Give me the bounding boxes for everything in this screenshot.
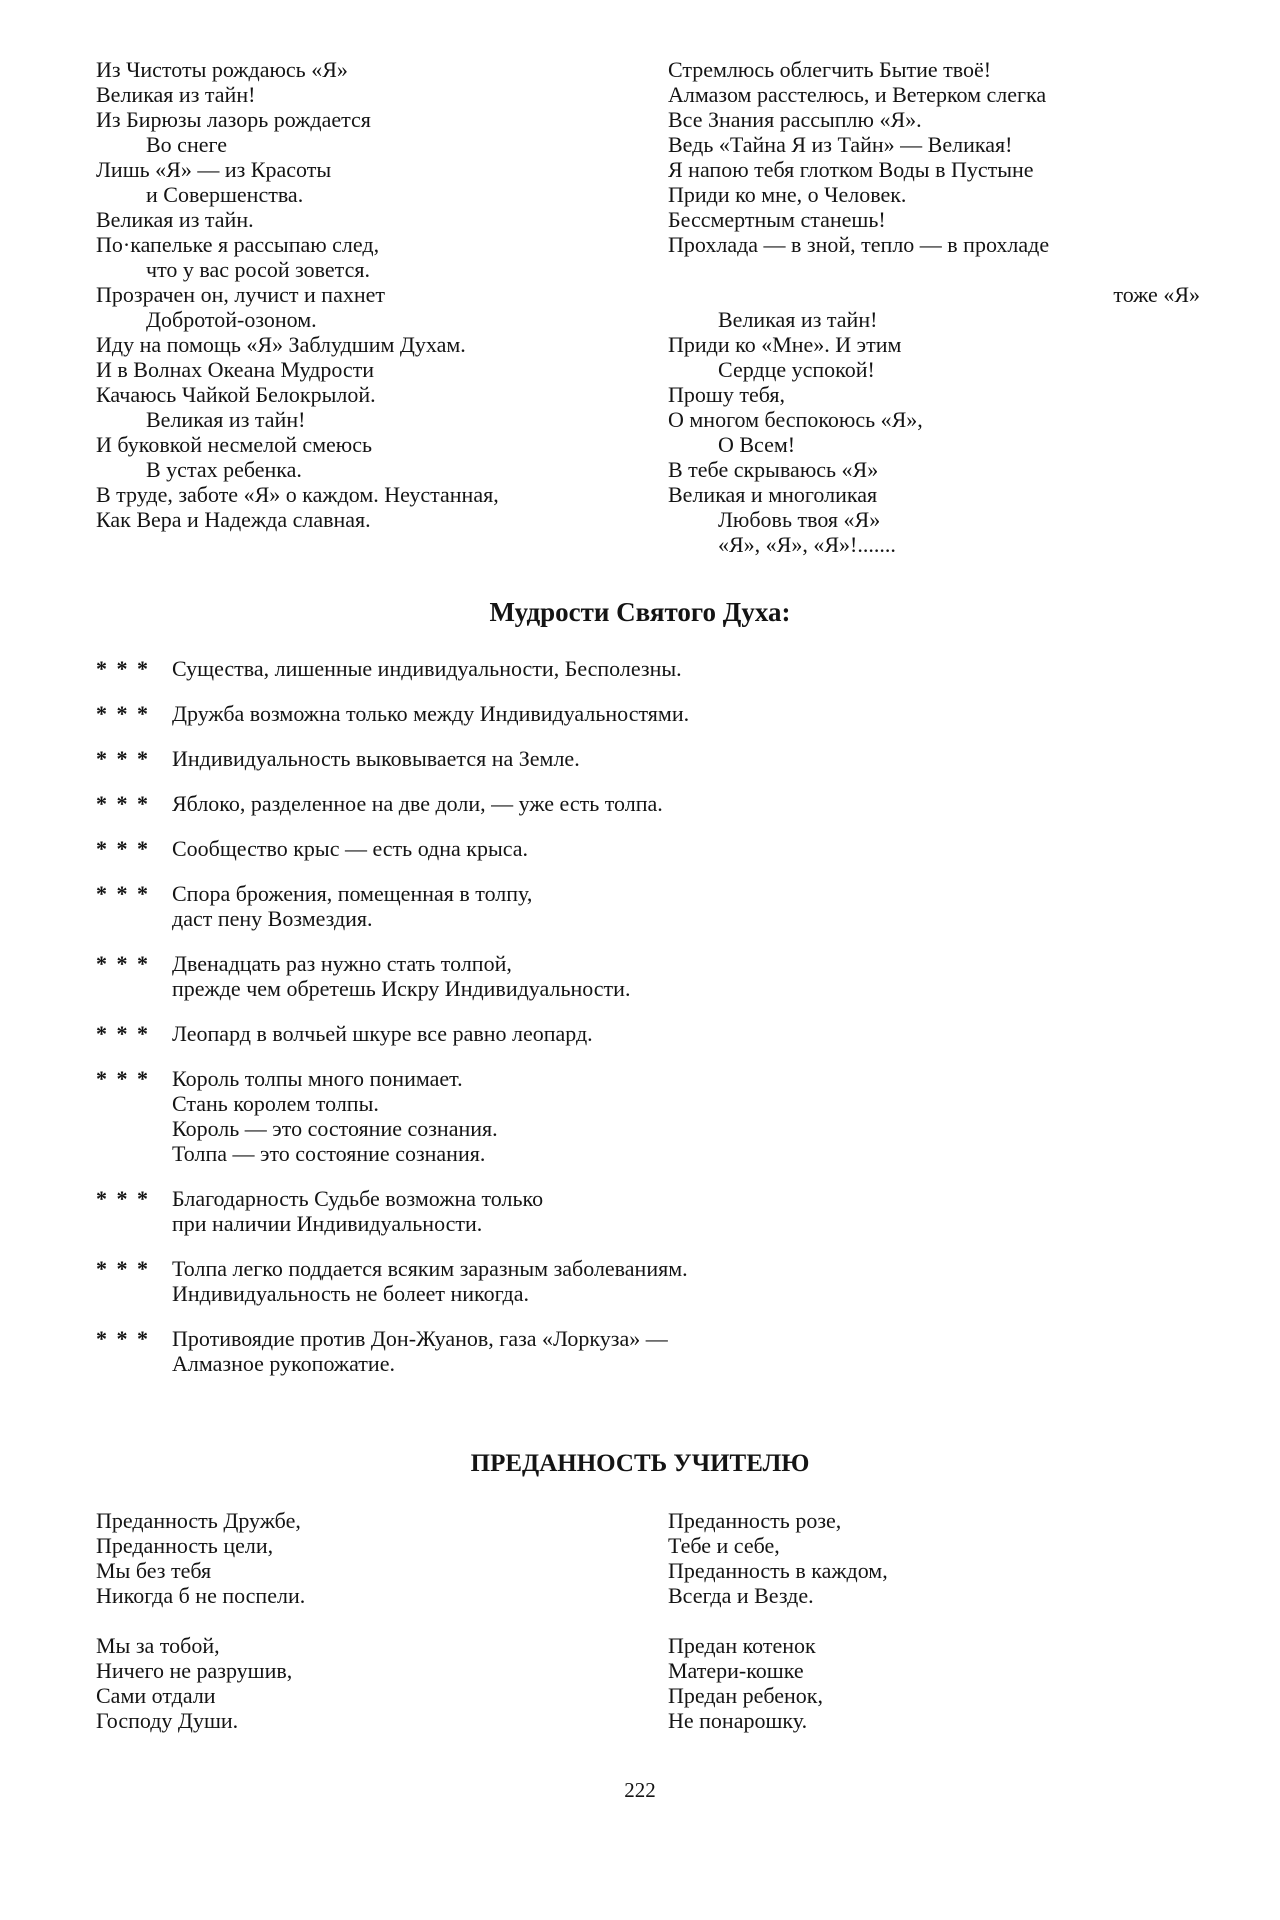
wisdom-line: Спора брожения, помещенная в толпу, <box>172 881 533 906</box>
poem-line: Лишь «Я» — из Красоты <box>96 157 332 182</box>
wisdom-line: Король толпы много понимает. <box>172 1066 463 1091</box>
poem-line: Великая из тайн. <box>96 207 254 232</box>
poem-line: Во снеге <box>146 132 227 157</box>
poem-line: Сердце успокой! <box>718 357 875 382</box>
poem-left-column <box>96 57 656 532</box>
wisdom-line: Двенадцать раз нужно стать толпой, <box>172 951 512 976</box>
asterisk-separator: * * * <box>96 746 150 771</box>
page-number: 222 <box>624 1778 656 1802</box>
wisdom-item <box>96 1066 1196 1166</box>
devotion-section-title: ПРЕДАННОСТЬ УЧИТЕЛЮ <box>470 1450 810 1477</box>
poem-right-column <box>668 57 1200 557</box>
wisdom-list <box>96 656 1196 1376</box>
wisdom-line: Сообщество крыс — есть одна крыса. <box>172 836 529 861</box>
wisdom-text <box>172 881 532 931</box>
wisdom-item <box>96 701 1196 726</box>
poem-line: В устах ребенка. <box>146 457 302 482</box>
verse-line: Никогда б не поспели. <box>96 1583 306 1608</box>
asterisk-separator: * * * <box>96 881 150 906</box>
poem-line: По·капельке я рассыпаю след, <box>96 232 380 257</box>
asterisk-separator: * * * <box>96 1021 150 1046</box>
wisdom-text <box>172 951 630 1001</box>
wisdom-line: Алмазное рукопожатие. <box>172 1351 395 1376</box>
wisdom-line: Стань королем толпы. <box>172 1091 379 1116</box>
wisdom-item <box>96 836 1196 861</box>
wisdom-text <box>172 656 682 681</box>
poem-right-stanza-a <box>668 57 1200 257</box>
wisdom-line: Противоядие против Дон-Жуанов, газа «Лоркуза» — <box>172 1326 668 1351</box>
wisdom-item <box>96 1021 1196 1046</box>
wisdom-text <box>172 1066 498 1166</box>
asterisk-separator: * * * <box>96 1256 150 1281</box>
wisdom-text <box>172 836 528 861</box>
wisdom-item <box>96 746 1196 771</box>
devotion-left-column <box>96 1508 656 1758</box>
wisdom-line: Благодарность Судьбе возможна только <box>172 1186 544 1211</box>
poem-line: Прохлада — в зной, тепло — в прохладе <box>668 232 1050 257</box>
wisdom-line: Индивидуальность выковывается на Земле. <box>172 746 580 771</box>
wisdom-item <box>96 881 1196 931</box>
wisdom-section-title: Мудрости Святого Духа: <box>489 597 791 627</box>
asterisk-separator: * * * <box>96 836 150 861</box>
poem-right-note: тоже «Я» <box>1113 282 1200 307</box>
poem-line: Приди ко «Мне». И этим <box>668 332 902 357</box>
stanza <box>668 1633 1200 1733</box>
verse-line: Не понарошку. <box>668 1708 808 1733</box>
wisdom-item <box>96 1326 1196 1376</box>
verse-line: Мы за тобой, <box>96 1633 220 1658</box>
poem-line: и Совершенства. <box>146 182 304 207</box>
asterisk-separator: * * * <box>96 951 150 976</box>
verse-line: Господу Души. <box>96 1708 239 1733</box>
asterisk-separator: * * * <box>96 656 150 681</box>
wisdom-text <box>172 701 689 726</box>
verse-line: Тебе и себе, <box>668 1533 780 1558</box>
poem-line: Бессмертным станешь! <box>668 207 886 232</box>
wisdom-item <box>96 656 1196 681</box>
poem-line: О многом беспокоюсь «Я», <box>668 407 923 432</box>
poem-line: Ведь «Тайна Я из Тайн» — Великая! <box>668 132 1013 157</box>
poem-line: И в Волнах Океана Мудрости <box>96 357 375 382</box>
asterisk-separator: * * * <box>96 1186 150 1211</box>
asterisk-separator: * * * <box>96 701 150 726</box>
poem-line: Как Вера и Надежда славная. <box>96 507 371 532</box>
asterisk-separator: * * * <box>96 1066 150 1091</box>
stanza <box>96 1508 656 1608</box>
wisdom-line: Король — это состояние сознания. <box>172 1116 498 1141</box>
poem-line: Все Знания рассыплю «Я». <box>668 107 922 132</box>
wisdom-text <box>172 1256 688 1306</box>
poem-line: Прошу тебя, <box>668 382 785 407</box>
wisdom-item <box>96 1186 1196 1236</box>
poem-line: Качаюсь Чайкой Белокрылой. <box>96 382 376 407</box>
verse-line: Преданность в каждом, <box>668 1558 888 1583</box>
poem-line: Приди ко мне, о Человек. <box>668 182 907 207</box>
poem-line: Великая и многоликая <box>668 482 878 507</box>
verse-line: Преданность розе, <box>668 1508 842 1533</box>
verse-line: Предан ребенок, <box>668 1683 823 1708</box>
poem-line: что у вас росой зовется. <box>146 257 370 282</box>
poem-line: «Я», «Я», «Я»!....... <box>718 532 896 557</box>
wisdom-item <box>96 1256 1196 1306</box>
verse-line: Предан котенок <box>668 1633 816 1658</box>
poem-line: И буковкой несмелой смеюсь <box>96 432 373 457</box>
poem-line: В труде, заботе «Я» о каждом. Неустанная, <box>96 482 499 507</box>
poem-line: О Всем! <box>718 432 796 457</box>
wisdom-line: даст пену Возмездия. <box>172 906 373 931</box>
poem-line: Великая из тайн! <box>146 407 306 432</box>
verse-line: Матери-кошке <box>668 1658 804 1683</box>
poem-line: Любовь твоя «Я» <box>718 507 881 532</box>
wisdom-text <box>172 1021 593 1046</box>
stanza <box>668 1508 1200 1608</box>
wisdom-line: Леопард в волчьей шкуре все равно леопард. <box>172 1021 593 1046</box>
wisdom-item <box>96 791 1196 816</box>
wisdom-line: прежде чем обретешь Искру Индивидуальности. <box>172 976 631 1001</box>
poem-right-stanza-b <box>668 307 1200 557</box>
wisdom-text <box>172 746 580 771</box>
poem-line: Добротой-озоном. <box>146 307 317 332</box>
poem-line: Из Бирюзы лазорь рождается <box>96 107 371 132</box>
verse-line: Преданность цели, <box>96 1533 274 1558</box>
poem-line: Прозрачен он, лучист и пахнет <box>96 282 385 307</box>
stanza <box>96 1633 656 1733</box>
verse-line: Всегда и Везде. <box>668 1583 814 1608</box>
wisdom-text <box>172 1186 543 1236</box>
wisdom-text <box>172 1326 668 1376</box>
asterisk-separator: * * * <box>96 1326 150 1351</box>
devotion-right-column <box>668 1508 1200 1758</box>
verse-line: Мы без тебя <box>96 1558 212 1583</box>
wisdom-line: Яблоко, разделенное на две доли, — уже есть толпа. <box>172 791 663 816</box>
poem-line: Великая из тайн! <box>96 82 256 107</box>
wisdom-line: при наличии Индивидуальности. <box>172 1211 483 1236</box>
wisdom-line: Толпа — это состояние сознания. <box>172 1141 486 1166</box>
poem-line: Алмазом расстелюсь, и Ветерком слегка <box>668 82 1047 107</box>
asterisk-separator: * * * <box>96 791 150 816</box>
poem-line: Великая из тайн! <box>718 307 878 332</box>
wisdom-text <box>172 791 663 816</box>
wisdom-line: Существа, лишенные индивидуальности, Бесполезны. <box>172 656 682 681</box>
verse-line: Преданность Дружбе, <box>96 1508 301 1533</box>
wisdom-line: Индивидуальность не болеет никогда. <box>172 1281 529 1306</box>
poem-line: В тебе скрываюсь «Я» <box>668 457 879 482</box>
wisdom-item <box>96 951 1196 1001</box>
poem-line: Из Чистоты рождаюсь «Я» <box>96 57 348 82</box>
poem-line: Стремлюсь облегчить Бытие твоё! <box>668 57 992 82</box>
wisdom-line: Толпа легко поддается всяким заразным заболеваниям. <box>172 1256 688 1281</box>
verse-line: Сами отдали <box>96 1683 216 1708</box>
verse-line: Ничего не разрушив, <box>96 1658 293 1683</box>
poem-line: Я напою тебя глотком Воды в Пустыне <box>668 157 1034 182</box>
poem-line: Иду на помощь «Я» Заблудшим Духам. <box>96 332 466 357</box>
wisdom-line: Дружба возможна только между Индивидуальностями. <box>172 701 690 726</box>
